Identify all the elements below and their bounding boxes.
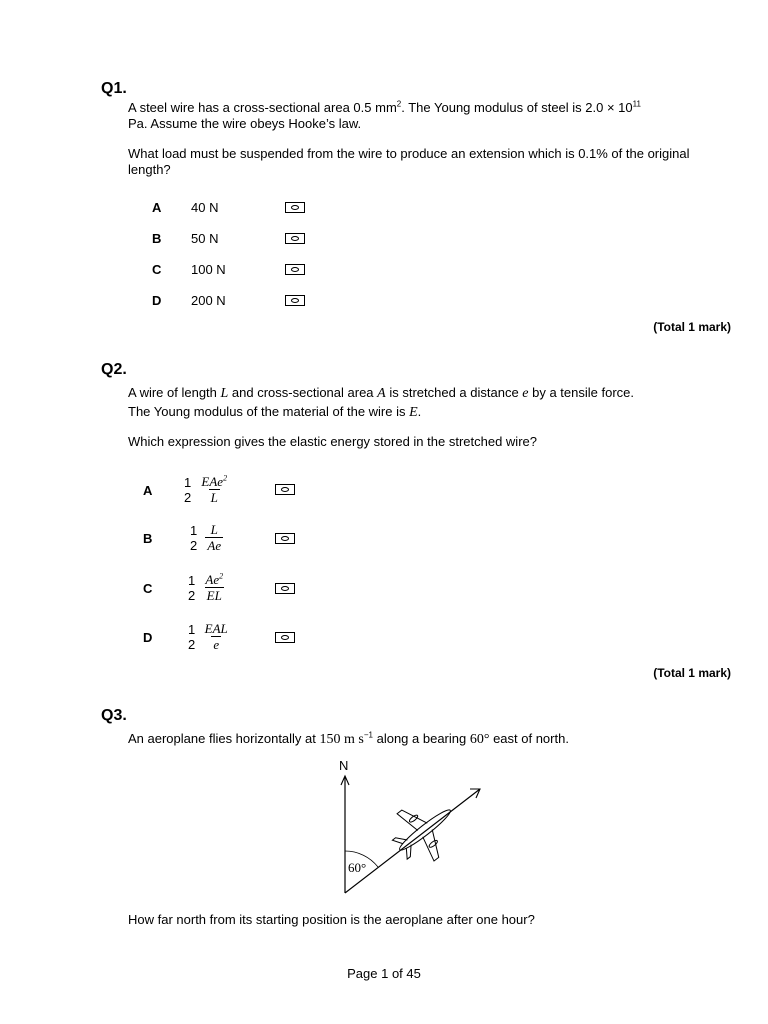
q2-title: Q2. <box>101 361 127 378</box>
option-letter: A <box>143 483 153 498</box>
q1-stem: A steel wire has a cross-sectional area 0.5 $mm^2$. The Young modulus of steel is $2.0 \times 10^{11}$ Pa. Assume the wire obeys Hooke’s law. <box>128 99 641 131</box>
q2-total-mark: (Total 1 mark) <box>653 666 731 680</box>
option-text: 100 N <box>191 262 226 277</box>
q3-question: How far north from its starting position is the aeroplane after one hour? <box>128 912 535 927</box>
answer-checkbox[interactable] <box>285 233 305 244</box>
answer-checkbox[interactable] <box>275 632 295 643</box>
option-letter: D <box>143 630 153 645</box>
option-letter: C <box>152 262 162 277</box>
answer-checkbox[interactable] <box>275 583 295 594</box>
angle-label: 60° <box>348 860 367 875</box>
q2-stem: A wire of length L and cross-sectional area A is stretched a distance e by a tensile force. The Young modulus of the material of the wire is E. <box>128 385 635 420</box>
q3-title: Q3. <box>101 707 127 724</box>
option-text: 50 N <box>191 231 219 246</box>
q1-title: Q1. <box>101 80 127 97</box>
option-letter: B <box>143 531 153 546</box>
formula-b: 1 2 $\frac{L}{Ae}$ <box>190 522 222 553</box>
option-letter: D <box>152 293 162 308</box>
q1-question: What load must be suspended from the wire to produce an extension which is 0.1% of the original length? <box>128 146 690 177</box>
formula-c: 1 2 $\frac{Ae^2}{EL}$ <box>188 571 224 603</box>
option-letter: C <box>143 581 153 596</box>
page-footer: Page 1 of 45 <box>347 966 421 981</box>
answer-checkbox[interactable] <box>275 533 295 544</box>
formula-d: 1 2 $\frac{\text{EAL}}{e}$ <box>188 621 228 652</box>
formula-a: 1 2 $\frac{EAe^2}{L}$ <box>184 473 228 505</box>
option-text: 200 N <box>191 293 226 308</box>
q3-stem: An aeroplane flies horizontally at 150 m $s^{-1}$ along a bearing 60° east of north. <box>128 730 569 747</box>
q2-question: Which expression gives the elastic energy stored in the stretched wire? <box>128 434 537 449</box>
option-text: 40 N <box>191 200 219 215</box>
north-label: N <box>339 758 349 773</box>
answer-checkbox[interactable] <box>285 202 305 213</box>
answer-checkbox[interactable] <box>285 264 305 275</box>
bearing-diagram-svg <box>330 755 500 900</box>
option-letter: A <box>152 200 162 215</box>
q1-total-mark: (Total 1 mark) <box>653 320 731 334</box>
bearing-diagram <box>330 755 500 900</box>
answer-checkbox[interactable] <box>275 484 295 495</box>
option-letter: B <box>152 231 162 246</box>
answer-checkbox[interactable] <box>285 295 305 306</box>
